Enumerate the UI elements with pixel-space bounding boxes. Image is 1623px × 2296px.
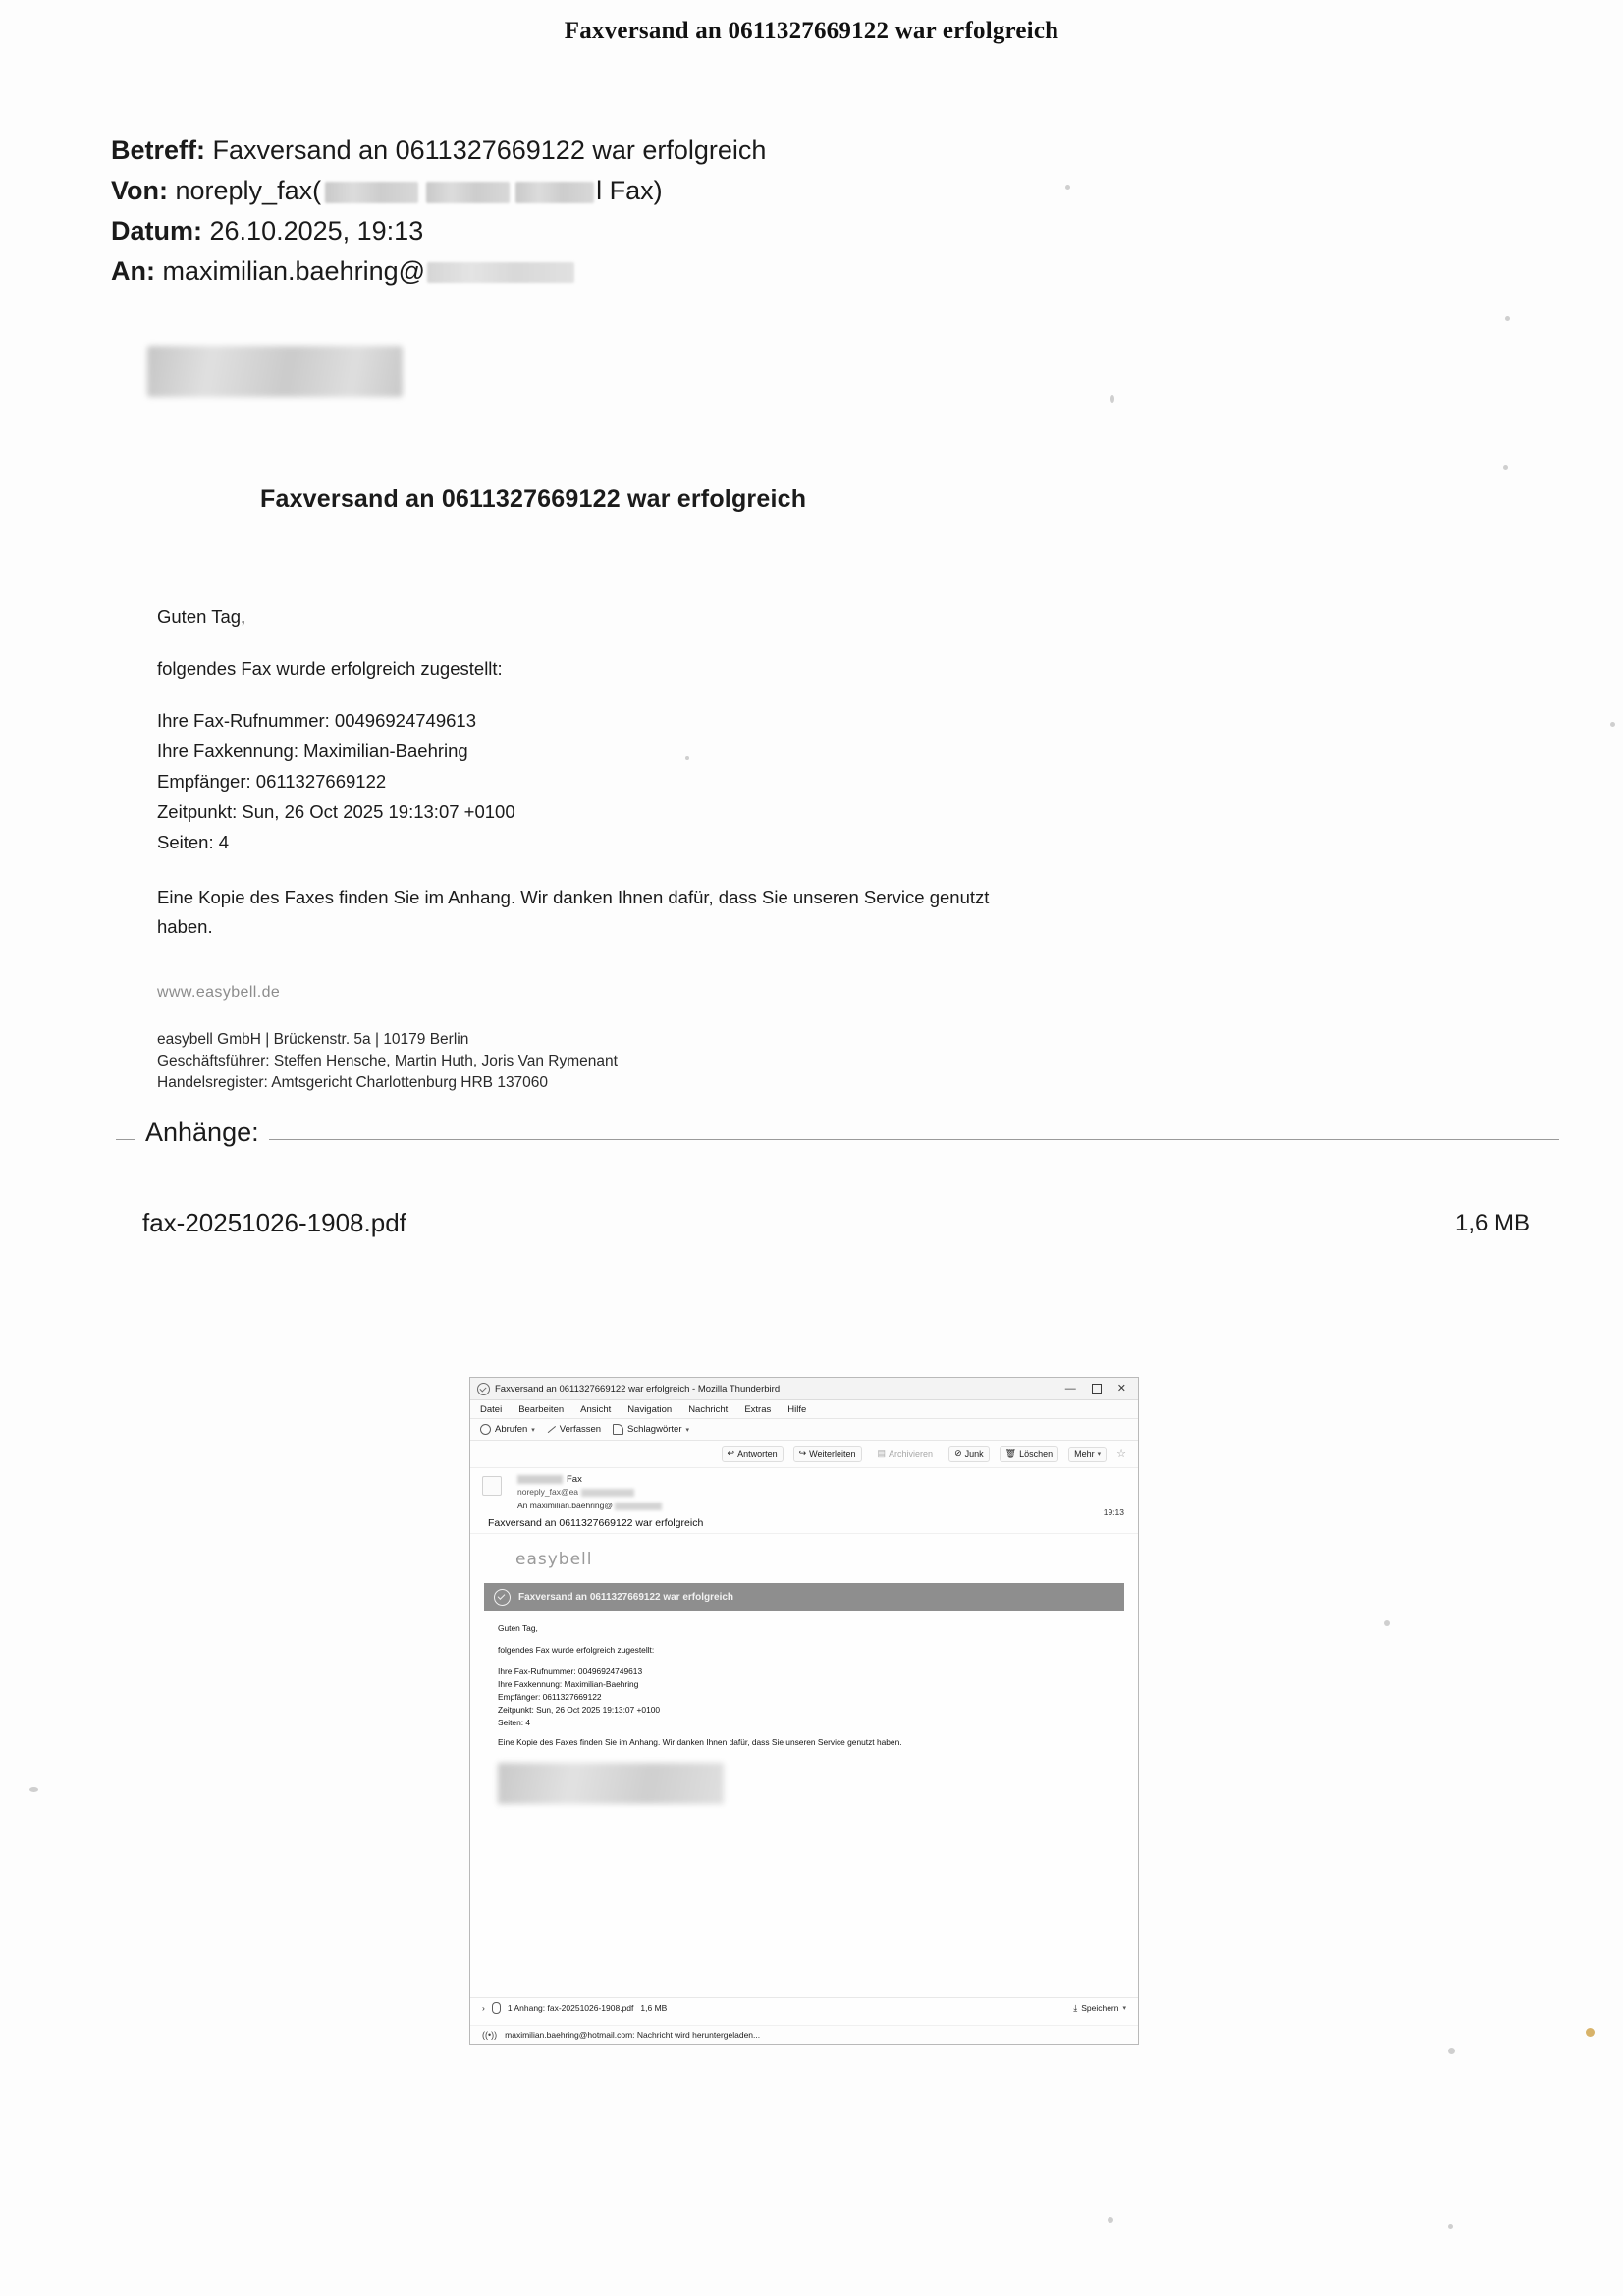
mail-headline: Faxversand an 0611327669122 war erfolgreich <box>260 485 807 513</box>
chevron-down-icon[interactable]: ▾ <box>685 1426 690 1434</box>
archive-icon: ▤ <box>877 1449 887 1458</box>
attachment-file-size: 1,6 MB <box>1454 1210 1530 1236</box>
header-from-value: noreply_fax( <box>175 176 322 205</box>
recipient-value: maximilian.baehring@ <box>529 1501 614 1510</box>
window-titlebar <box>470 1378 1138 1400</box>
avatar <box>482 1476 502 1496</box>
menu-item-ansicht[interactable]: Ansicht <box>580 1404 612 1415</box>
message-time: 19:13 <box>1103 1507 1124 1517</box>
sender-name-text: Fax <box>567 1474 582 1485</box>
message-action-bar <box>470 1441 1138 1468</box>
reply-label: Antworten <box>737 1449 778 1459</box>
preview-fact: Seiten: 4 <box>498 1718 531 1727</box>
attachments-separator <box>116 1118 1559 1147</box>
redaction-block <box>615 1503 662 1510</box>
save-attachment-button[interactable] <box>1073 2003 1126 2014</box>
sender-address-text: noreply_fax@ea <box>517 1487 579 1497</box>
header-subject-label: Betreff: <box>111 136 206 165</box>
compose-button[interactable] <box>547 1424 601 1435</box>
scan-speck <box>1503 465 1508 470</box>
success-banner <box>484 1583 1124 1611</box>
tag-icon <box>613 1424 623 1435</box>
delete-button[interactable] <box>1000 1446 1058 1462</box>
menu-item-datei[interactable]: Datei <box>480 1404 503 1415</box>
preview-footer-redacted <box>498 1763 724 1804</box>
chevron-down-icon: ▾ <box>1097 1450 1102 1458</box>
preview-fact: Zeitpunkt: Sun, 26 Oct 2025 19:13:07 +0100 <box>498 1705 661 1715</box>
status-bar-text: maximilian.baehring@hotmail.com: Nachricht wird heruntergeladen... <box>505 2030 761 2040</box>
minimize-button[interactable]: — <box>1064 1382 1076 1394</box>
fax-fact: Ihre Fax-Rufnummer: 00496924749613 <box>157 710 476 731</box>
easybell-logo: easybell <box>515 1550 593 1569</box>
header-to-label: An: <box>111 256 155 286</box>
header-subject-value: Faxversand an 0611327669122 war erfolgreich <box>212 136 767 165</box>
email-header-block <box>111 131 766 292</box>
pen-icon <box>547 1425 556 1434</box>
star-icon[interactable]: ☆ <box>1116 1449 1126 1460</box>
mail-closing-line-1: Eine Kopie des Faxes finden Sie im Anhang. Wir danken Ihnen dafür, dass Sie unseren Service genutzt <box>157 887 990 907</box>
sender-address <box>517 1487 1128 1497</box>
junk-label: Junk <box>964 1449 984 1459</box>
header-to-value: maximilian.baehring@ <box>162 256 426 286</box>
check-circle-icon <box>494 1589 511 1606</box>
more-button[interactable] <box>1068 1447 1107 1462</box>
legal-footer <box>157 1029 618 1094</box>
mail-body <box>157 601 1159 942</box>
redaction-block <box>426 182 510 203</box>
maximize-button[interactable] <box>1092 1384 1102 1394</box>
window-controls <box>1065 1384 1134 1394</box>
redaction-block <box>427 262 574 283</box>
main-toolbar <box>470 1419 1138 1441</box>
scan-speck <box>1610 722 1615 727</box>
mail-intro: folgendes Fax wurde erfolgreich zugestellt: <box>157 658 503 679</box>
save-attachment-label: Speichern <box>1081 2003 1119 2013</box>
message-subject: Faxversand an 0611327669122 war erfolgreich <box>488 1517 704 1529</box>
header-from-suffix: l Fax) <box>596 176 663 205</box>
page-title: Faxversand an 0611327669122 war erfolgreich <box>564 18 1059 44</box>
menu-bar <box>470 1400 1138 1419</box>
junk-icon: ⊘ <box>954 1449 962 1458</box>
legal-line: Geschäftsführer: Steffen Hensche, Martin Huth, Joris Van Rymenant <box>157 1053 618 1069</box>
scan-speck <box>1586 2028 1595 2037</box>
header-date-label: Datum: <box>111 216 202 246</box>
reply-button[interactable] <box>722 1446 784 1462</box>
preview-fact: Ihre Fax-Rufnummer: 00496924749613 <box>498 1667 643 1676</box>
scan-speck <box>1505 316 1510 321</box>
activity-icon: ((•)) <box>482 2030 498 2040</box>
preview-fact: Ihre Faxkennung: Maximilian-Baehring <box>498 1679 639 1689</box>
header-date <box>111 211 766 251</box>
junk-button[interactable] <box>948 1446 990 1462</box>
fax-fact: Seiten: 4 <box>157 832 230 852</box>
download-icon <box>480 1424 491 1435</box>
header-from <box>111 171 766 211</box>
get-messages-label: Abrufen <box>495 1424 528 1435</box>
forward-icon: ↪ <box>798 1449 807 1458</box>
paperclip-icon <box>492 2002 501 2014</box>
attachment-bar-label[interactable]: 1 Anhang: fax-20251026-1908.pdf <box>507 2003 634 2013</box>
window-title: Faxversand an 0611327669122 war erfolgreich - Mozilla Thunderbird <box>495 1383 781 1394</box>
menu-item-navigation[interactable]: Navigation <box>627 1404 673 1415</box>
fax-fact: Empfänger: 0611327669122 <box>157 771 387 792</box>
delete-label: Löschen <box>1019 1449 1054 1459</box>
thunderbird-icon <box>477 1383 490 1395</box>
redaction-block <box>517 1475 563 1484</box>
scan-speck <box>1110 395 1114 403</box>
chevron-down-icon[interactable]: ▾ <box>531 1426 535 1434</box>
tags-label: Schlagwörter <box>627 1424 682 1435</box>
scan-speck <box>29 1787 38 1792</box>
get-messages-button[interactable] <box>480 1424 535 1435</box>
message-header <box>470 1468 1138 1534</box>
menu-item-bearbeiten[interactable]: Bearbeiten <box>518 1404 565 1415</box>
scan-speck <box>1448 2224 1453 2229</box>
forward-label: Weiterleiten <box>809 1449 856 1459</box>
legal-line: Handelsregister: Amtsgericht Charlottenburg HRB 137060 <box>157 1074 549 1091</box>
legal-line: easybell GmbH | Brückenstr. 5a | 10179 Berlin <box>157 1031 469 1048</box>
scan-speck <box>1108 2217 1113 2223</box>
scan-speck <box>1384 1620 1390 1626</box>
preview-closing: Eine Kopie des Faxes finden Sie im Anhang. Wir danken Ihnen dafür, dass Sie unseren Service genutzt haben. <box>498 1737 902 1747</box>
fax-fact: Ihre Faxkennung: Maximilian-Baehring <box>157 740 468 761</box>
chevron-down-icon[interactable]: ▾ <box>1122 2005 1126 2012</box>
menu-item-nachricht[interactable]: Nachricht <box>688 1404 729 1415</box>
website-link[interactable]: www.easybell.de <box>157 984 281 1001</box>
success-banner-text: Faxversand an 0611327669122 war erfolgreich <box>518 1591 734 1603</box>
header-from-label: Von: <box>111 176 168 205</box>
menu-item-extras[interactable]: Extras <box>744 1404 772 1415</box>
header-to <box>111 251 766 292</box>
preview-body <box>498 1622 1124 1749</box>
fax-fact: Zeitpunkt: Sun, 26 Oct 2025 19:13:07 +0100 <box>157 801 515 822</box>
thunderbird-screenshot <box>469 1377 1139 2045</box>
fax-facts-list <box>157 705 1159 857</box>
header-subject <box>111 131 766 171</box>
divider <box>116 1139 1559 1140</box>
forward-button[interactable] <box>793 1446 862 1462</box>
attachments-legend: Anhänge: <box>135 1118 269 1148</box>
trash-icon: 🗑 <box>1004 1449 1017 1458</box>
brand-logo-redacted <box>147 346 403 397</box>
attachment-file-name[interactable]: fax-20251026-1908.pdf <box>142 1208 406 1237</box>
reply-icon: ↩ <box>727 1449 735 1458</box>
archive-button <box>872 1446 940 1462</box>
sender-name <box>517 1474 1128 1485</box>
tags-button[interactable] <box>613 1424 689 1435</box>
redaction-block <box>581 1489 634 1497</box>
mail-closing-line-2: haben. <box>157 916 213 937</box>
scan-speck <box>1448 2048 1455 2054</box>
preview-intro: folgendes Fax wurde erfolgreich zugestellt: <box>498 1645 655 1655</box>
preview-fact: Empfänger: 0611327669122 <box>498 1692 602 1702</box>
attachment-bar-size: 1,6 MB <box>640 2003 668 2013</box>
attachment-bar <box>470 1997 1138 2018</box>
mail-greeting: Guten Tag, <box>157 606 246 627</box>
status-bar <box>470 2025 1138 2044</box>
scan-speck <box>1065 185 1070 190</box>
menu-item-hilfe[interactable]: Hilfe <box>787 1404 807 1415</box>
compose-label: Verfassen <box>559 1424 602 1435</box>
preview-facts <box>498 1666 1124 1729</box>
redaction-block <box>325 182 418 203</box>
more-label: Mehr <box>1074 1449 1095 1459</box>
header-date-value: 26.10.2025, 19:13 <box>209 216 424 246</box>
preview-greeting: Guten Tag, <box>498 1623 538 1633</box>
recipient-row <box>517 1501 1128 1510</box>
download-icon: ⤓ <box>1073 2002 1078 2013</box>
expander-icon[interactable]: › <box>482 2003 485 2013</box>
redaction-block <box>515 182 594 203</box>
recipient-label: An <box>517 1501 528 1510</box>
archive-label: Archivieren <box>889 1449 934 1459</box>
close-icon[interactable]: ✕ <box>1116 1382 1126 1394</box>
